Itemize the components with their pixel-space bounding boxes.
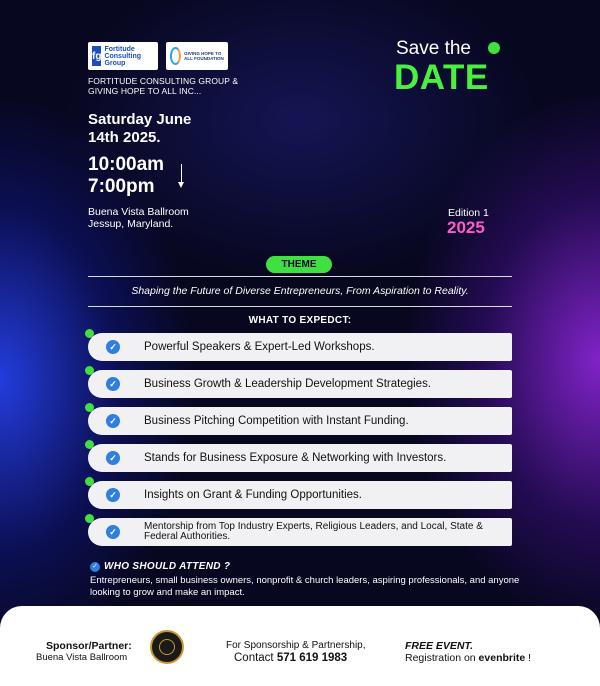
check-icon: ✓ bbox=[106, 488, 120, 502]
theme-text: Shaping the Future of Diverse Entrepreneurs, From Aspiration to Reality. bbox=[131, 285, 469, 297]
registration-line bbox=[405, 652, 531, 664]
organizers-text: FORTITUDE CONSULTING GROUP & GIVING HOPE TO ALL INC... bbox=[88, 76, 239, 96]
list-item-text: Business Pitching Competition with Instant Funding. bbox=[144, 414, 409, 427]
list-item-text: Business Growth & Leadership Development Strategies. bbox=[144, 377, 432, 390]
event-time-end: 7:00pm bbox=[88, 176, 155, 197]
contact-line bbox=[234, 652, 347, 664]
contact-label: For Sponsorship & Partnership, bbox=[226, 640, 366, 651]
sponsor-name: Buena Vista Ballroom bbox=[36, 652, 128, 663]
giving-hope-logo-icon bbox=[170, 47, 181, 65]
edition-label: Edition 1 bbox=[448, 207, 489, 219]
check-icon: ✓ bbox=[90, 562, 100, 572]
date-heading: DATE bbox=[394, 58, 489, 97]
green-dot-icon bbox=[85, 514, 94, 523]
list-item bbox=[88, 481, 512, 509]
list-item bbox=[88, 370, 512, 398]
save-the-text: Save the bbox=[396, 38, 471, 59]
divider bbox=[88, 276, 512, 277]
registration-site-link[interactable]: evenbrite bbox=[478, 652, 526, 664]
event-venue: Buena Vista Ballroom Jessup, Maryland. bbox=[88, 206, 189, 230]
fortitude-logo bbox=[88, 42, 158, 70]
list-item-text: Insights on Grant & Funding Opportunities. bbox=[144, 488, 362, 501]
title-line-1: EMPOWER bbox=[249, 105, 485, 154]
list-item bbox=[88, 444, 512, 472]
green-dot-icon bbox=[85, 329, 94, 338]
edition-year: 2025 bbox=[447, 218, 485, 237]
sponsor-logo-emblem bbox=[159, 639, 175, 655]
who-should-attend-heading: WHO SHOULD ATTEND ? bbox=[104, 561, 231, 572]
list-item-text: Powerful Speakers & Expert-Led Workshops. bbox=[144, 340, 375, 353]
list-item bbox=[88, 407, 512, 435]
who-should-attend-text: Entrepreneurs, small business owners, nonprofit & church leaders, aspiring professionals, and anyone looking to grow and make an impact. bbox=[90, 575, 520, 598]
green-dot-icon bbox=[85, 440, 94, 449]
divider bbox=[88, 306, 512, 307]
contact-prefix: Contact bbox=[234, 652, 277, 664]
registration-prefix: Registration on bbox=[405, 652, 479, 664]
sponsor-label: Sponsor/Partner: bbox=[46, 640, 132, 652]
check-icon: ✓ bbox=[106, 525, 120, 539]
green-dot-icon bbox=[488, 42, 500, 54]
fortitude-logo-mark: fg bbox=[92, 46, 101, 66]
sponsor-logo bbox=[150, 630, 184, 664]
event-day: Saturday June 14th 2025. bbox=[88, 111, 192, 146]
arrow-down-icon-head bbox=[178, 182, 184, 188]
check-icon: ✓ bbox=[106, 340, 120, 354]
list-item bbox=[88, 333, 512, 361]
green-dot-icon bbox=[85, 403, 94, 412]
check-icon: ✓ bbox=[106, 377, 120, 391]
giving-hope-logo-text: GIVING HOPE TO ALL FOUNDATION bbox=[184, 51, 224, 61]
registration-suffix: ! bbox=[525, 652, 532, 664]
event-time bbox=[88, 154, 164, 198]
list-item-text: Stands for Business Exposure & Networking with Investors. bbox=[144, 451, 447, 464]
title-line-2: DIASPORA bbox=[248, 151, 486, 200]
fortitude-logo-text: Fortitude Consulting Group bbox=[104, 45, 142, 67]
expect-heading: WHAT TO EXPEDCT: bbox=[248, 315, 352, 326]
event-time-start: 10:00am bbox=[88, 154, 165, 175]
green-dot-icon bbox=[85, 366, 94, 375]
green-dot-icon bbox=[85, 477, 94, 486]
contact-phone[interactable]: 571 619 1983 bbox=[276, 652, 348, 664]
theme-badge: THEME bbox=[266, 256, 332, 273]
check-icon: ✓ bbox=[106, 414, 120, 428]
giving-hope-logo bbox=[166, 42, 228, 70]
title-line-3: SUMMIT bbox=[218, 197, 395, 246]
list-item bbox=[88, 518, 512, 546]
list-item-text: Mentorship from Top Industry Experts, Religious Leaders, and Local, State & Federal Authorities. bbox=[144, 520, 483, 542]
free-event-label: FREE EVENT. bbox=[405, 640, 474, 652]
check-icon: ✓ bbox=[106, 451, 120, 465]
